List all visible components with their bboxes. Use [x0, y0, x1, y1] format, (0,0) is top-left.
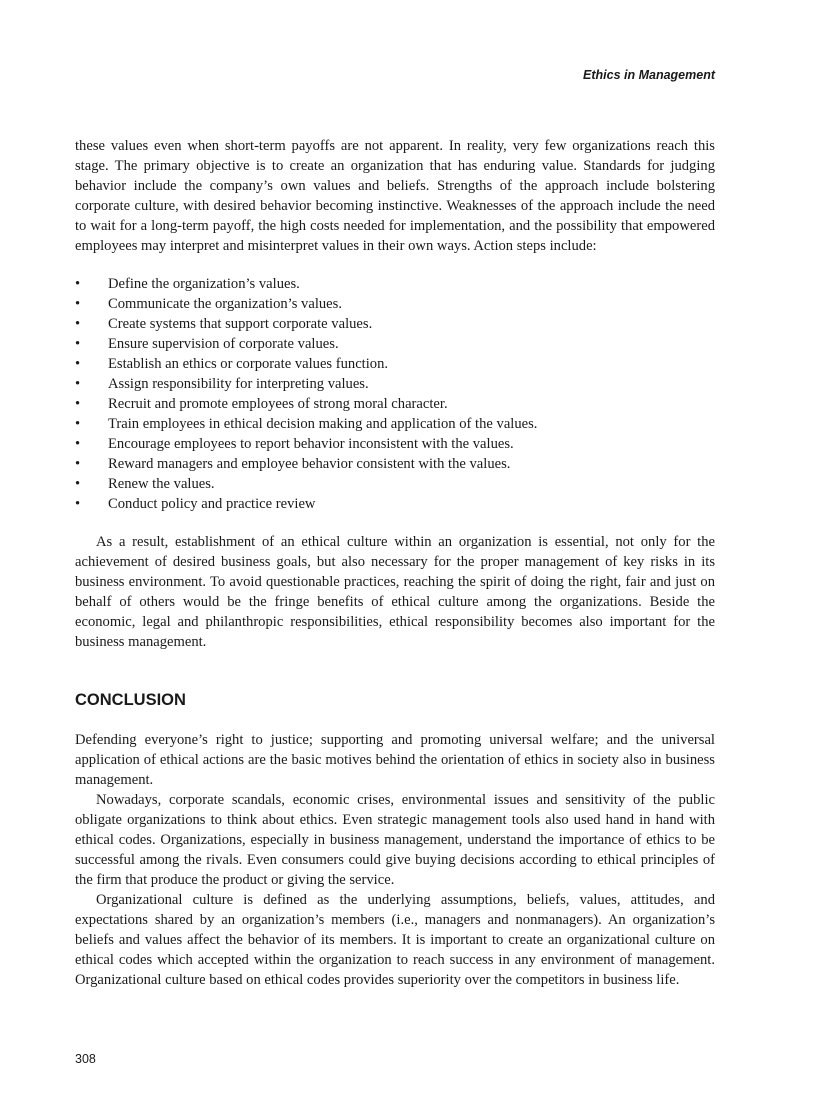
bullet-icon: •: [75, 376, 81, 392]
list-item-text: Recruit and promote employees of strong moral character.: [108, 396, 448, 412]
list-item: [75, 474, 715, 494]
action-steps-list: [75, 274, 715, 514]
intro-paragraph: these values even when short-term payoffs are not apparent. In reality, very few organizations reach this stage. The primary objective is to create an organization that has enduring value. Standards for judging behavior include the company’s own values and beliefs. Strengths of the approach include bolstering corporate culture, with desired behavior becoming instinctive. Weaknesses of the approach include the need to wait for a long-term payoff, the high costs needed for implementation, and the possibility that empowered employees may interpret and misinterpret values in their own ways. Action steps include:: [75, 138, 715, 254]
list-item: [75, 434, 715, 454]
list-item: [75, 394, 715, 414]
list-item: [75, 374, 715, 394]
list-item: [75, 294, 715, 314]
list-item: [75, 414, 715, 434]
bullet-icon: •: [75, 296, 81, 312]
list-item-text: Ensure supervision of corporate values.: [108, 336, 339, 352]
bullet-icon: •: [75, 496, 81, 512]
list-item-text: Encourage employees to report behavior inconsistent with the values.: [108, 436, 514, 452]
list-item: [75, 354, 715, 374]
bullet-icon: •: [75, 316, 81, 332]
list-item: [75, 334, 715, 354]
list-item-text: Assign responsibility for interpreting values.: [108, 376, 369, 392]
list-item-text: Renew the values.: [108, 476, 215, 492]
conclusion-paragraph-2: Nowadays, corporate scandals, economic crises, environmental issues and sensitivity of the public obligate organizations to think about ethics. Even strategic management tools also used hand in hand with ethical codes. Organizations, especially in business management, understand the importance of ethics to be successful among the rivals. Even consumers could give buying decisions according to ethical principles of the firm that produce the product or giving the service.: [75, 792, 715, 888]
bullet-icon: •: [75, 456, 81, 472]
list-item-text: Communicate the organization’s values.: [108, 296, 342, 312]
bullet-icon: •: [75, 396, 81, 412]
conclusion-paragraph-1: Defending everyone’s right to justice; supporting and promoting universal welfare; and the universal application of ethical actions are the basic motives behind the orientation of ethics in society also in business management.: [75, 732, 715, 788]
bullet-icon: •: [75, 276, 81, 292]
conclusion-paragraph-3: Organizational culture is defined as the underlying assumptions, beliefs, values, attitudes, and expectations shared by an organization’s members (i.e., managers and nonmanagers). An organization’s beliefs and values affect the behavior of its members. It is important to create an organizational culture on ethical codes which accepted within the organization to reach success in any environment of management. Organizational culture based on ethical codes provides superiority over the competitors in business life.: [75, 892, 715, 988]
page-number: 308: [75, 1052, 96, 1066]
list-item: [75, 274, 715, 294]
running-header-title: Ethics in Management: [583, 68, 715, 82]
list-item: [75, 494, 715, 514]
list-item-text: Conduct policy and practice review: [108, 496, 316, 512]
list-item-text: Train employees in ethical decision making and application of the values.: [108, 416, 538, 432]
result-paragraph: As a result, establishment of an ethical culture within an organization is essential, not only for the achievement of desired business goals, but also necessary for the proper management of key risks in its business environment. To avoid questionable practices, reaching the spirit of doing the right, fair and just on behalf of others would be the fringe benefits of ethical culture among the organizations. Beside the economic, legal and philanthropic responsibilities, ethical responsibility becomes also important for the business management.: [75, 534, 715, 650]
conclusion-heading: CONCLUSION: [75, 691, 186, 709]
list-item-text: Create systems that support corporate values.: [108, 316, 373, 332]
page-body: [75, 136, 715, 990]
list-item-text: Define the organization’s values.: [108, 276, 300, 292]
bullet-icon: •: [75, 476, 81, 492]
bullet-icon: •: [75, 436, 81, 452]
bullet-icon: •: [75, 336, 81, 352]
list-item: [75, 314, 715, 334]
list-item-text: Establish an ethics or corporate values function.: [108, 356, 389, 372]
list-item: [75, 454, 715, 474]
bullet-icon: •: [75, 416, 81, 432]
list-item-text: Reward managers and employee behavior consistent with the values.: [108, 456, 511, 472]
bullet-icon: •: [75, 356, 81, 372]
